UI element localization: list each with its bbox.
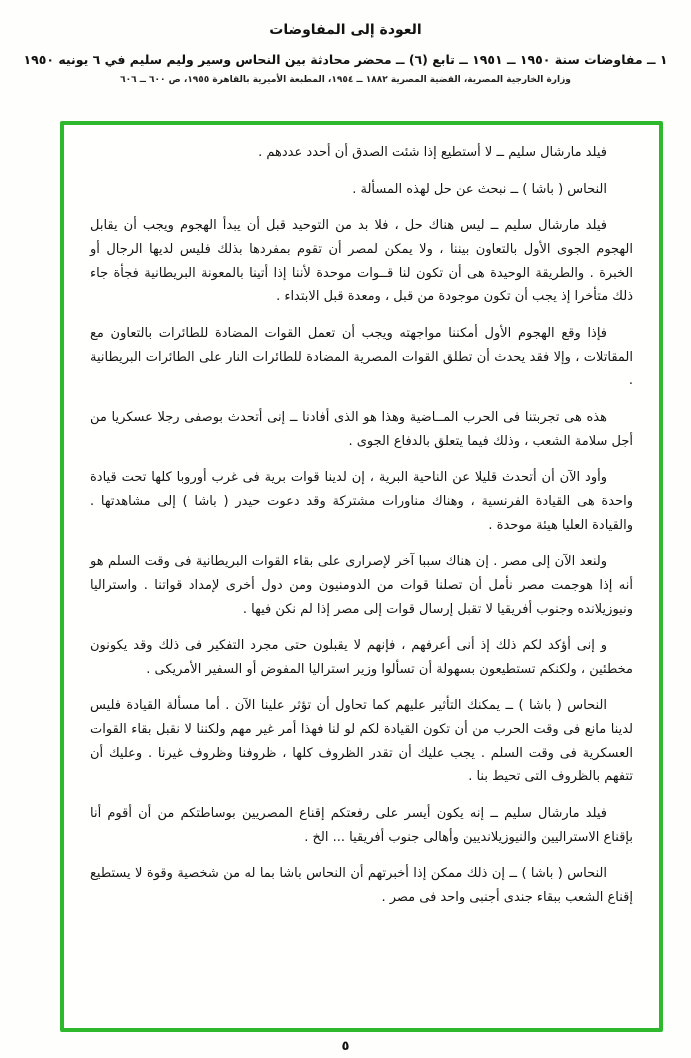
paragraph: فإذا وقع الهجوم الأول أمكننا مواجهته ويجب أن تعمل القوات المضادة للطائرات بالتعاون مع المقاتلات ، وإلا فقد يحدث أن تطلق القوات المصرية المضادة للطائرات النار على الطائرات البريطانية .: [90, 325, 633, 389]
content-box: [60, 121, 663, 1032]
paragraph: النحاس ( باشا ) ــ نبحث عن حل لهذه المسألة .: [352, 181, 607, 197]
source-citation: وزارة الخارجية المصرية، القضية المصرية ١٨٨٢ ــ ١٩٥٤، المطبعة الأميرية بالقاهرة ١٩٥٥، ص ٦٠٠ ــ ٦٠٦: [120, 75, 571, 85]
paragraph: ولنعد الآن إلى مصر . إن هناك سببا آخر لإصرارى على بقاء القوات البريطانية فى وقت السلم هو أنه إذا هوجمت مصر نأمل أن تصلنا قوات من الدومنيون ومن دول أخرى لإمداد قواتنا . واستراليا ونيوزيلانده وجنوب أفريقيا لا تقبل إرسال قوات إلى مصر إذا لم نكن فيها .: [90, 554, 633, 617]
page-number: ٥: [341, 1039, 350, 1054]
document-heading: ١ ــ مفاوضات سنة ١٩٥٠ ــ ١٩٥١ ــ تابع (٦) ــ محضر محادثة بين النحاس وسير وليم سليم في ٦ يونيه ١٩٥٠: [23, 52, 668, 67]
paragraph: و إنى أؤكد لكم ذلك إذ أنى أعرفهم ، فإنهم لا يقبلون حتى مجرد التفكير فى ذلك وقد يكونون مخطئين ، ولكنكم تستطيعون بسهولة أن تسألوا وزير استراليا المفوض أو السفير الأمريكى .: [90, 638, 633, 677]
paragraph: فيلد مارشال سليم ــ ليس هناك حل ، فلا بد من التوحيد قبل أن يبدأ الهجوم ويجب أن يقابل الهجوم الجوى الأول بالتعاون بيننا ، ولا يمكن لمصر أن تقوم بمفردها بذلك فليس لديها الرجال أو الخبرة . والطريقة الوحيدة هى أن تكون لنا قــوات موحدة لأننا إذا أتينا بالمعونة البريطانية فجأة جاء ذلك متأخرا إذ يجب أن تكون موجودة من قبل ، ومعدة قبل الابتداء .: [90, 218, 633, 305]
paragraph: النحاس ( باشا ) ــ إن ذلك ممكن إذا أخبرتهم أن النحاس باشا بما له من شخصية وقوة لا يستطيع إقناع الشعب ببقاء جندى أجنبى واحد فى مصر .: [90, 866, 633, 906]
paragraph: فيلد مارشال سليم ــ لا أستطيع إذا شئت الصدق أن أحدد عددهم .: [258, 145, 607, 160]
paragraph: فيلد مارشال سليم ــ إنه يكون أيسر على رفعتكم إقناع المصريين بوساطتكم من أن أقوم أنا بإقناع الاستراليين والنيوزيلانديين وأهالى جنوب أفريقيا ... الخ .: [90, 806, 633, 845]
paragraph: النحاس ( باشا ) ــ يمكنك التأثير عليهم كما تحاول أن تؤثر علينا الآن . أما مسألة القيادة فليس لدينا مانع فى وقت الحرب من أن تكون القيادة لكم لو لنا فهذا أمر غير مهم ولكننا لا نقبل بقاء القوات العسكرية فى وقت السلم . يجب عليك أن تقدر الظروف كلها ، ظروفنا وظروف غيرنا . وعليك أن تتفهم بالظروف التى تحيط بنا .: [90, 698, 633, 785]
paragraph: هذه هى تجربتنا فى الحرب المــاضية وهذا هو الذى أفادنا ــ إنى أتحدث بوصفى رجلا عسكريا من أجل سلامة الشعب ، وذلك فيما يتعلق بالدفاع الجوى .: [90, 409, 633, 449]
paragraph: وأود الآن أن أتحدث قليلا عن الناحية البرية ، إن لدينا قوات برية فى غرب أوروبا كلها تحت قيادة واحدة هى القيادة الفرنسية ، وهناك مناورات مشتركة وقد دعوت حيدر ( باشا ) إلى مشاهدتها . والقيادة العليا هيئة موحدة .: [90, 470, 633, 533]
page-title: العودة إلى المفاوضات: [269, 22, 422, 38]
